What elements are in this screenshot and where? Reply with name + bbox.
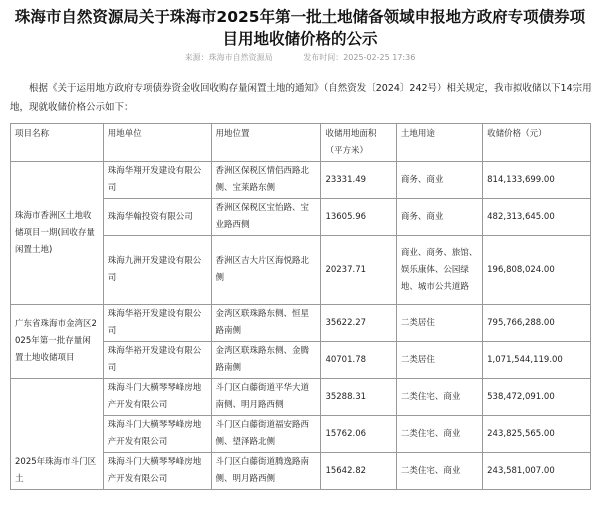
location-cell: 香洲区保税区宝怡路、宝业路西侧 [211,199,321,236]
location-cell: 金湾区联珠路东侧、恒星路南侧 [211,305,321,342]
use-cell: 二类住宅、商业 [396,453,482,490]
use-cell: 二类居住 [396,305,482,342]
header-use: 土地用途 [396,124,482,162]
unit-cell: 珠海斗门大横琴琴峰房地产开发有限公司 [103,379,211,416]
header-area: 收储用地面积（平方米） [321,124,396,162]
intro-paragraph: 根据《关于运用地方政府专项债券资金收回收购存量闲置土地的通知》（自然资发〔2024〕242号）相关规定，我市拟收储以下14宗用地，现就收储价格公示如下： [10,83,592,113]
price-cell: 814,133,699.00 [483,162,591,199]
use-cell: 商业、商务、旅馆、娱乐康体、公园绿地、城市公共道路 [396,236,482,305]
price-cell: 482,313,645.00 [483,199,591,236]
location-cell: 斗门区白藤街道平华大道南侧、明月路西侧 [211,379,321,416]
project-cell: 广东省珠海市金湾区2025年第一批存量闲置土地收储项目 [11,305,104,379]
table-row [11,162,591,199]
publish-date: 发布时间：2025-02-25 17:36 [303,53,416,62]
price-cell: 795,766,288.00 [483,305,591,342]
table-header-row [11,124,591,162]
table-row [11,305,591,342]
location-cell: 斗门区白藤街道腾逸路南侧、明月路西侧 [211,453,321,490]
document-title: 珠海市自然资源局关于珠海市2025年第一批土地储备领域申报地方政府专项债券项目用地收储价格的公示 [14,8,586,48]
area-cell: 20237.71 [321,236,396,305]
area-cell: 35622.27 [321,305,396,342]
source-label: 来源：珠海市自然资源局 [184,53,273,62]
use-cell: 二类居住 [396,342,482,379]
location-cell: 金湾区联珠路东侧、金腾路南侧 [211,342,321,379]
area-cell: 15642.82 [321,453,396,490]
use-cell: 商务、商业 [396,199,482,236]
table-row [11,379,591,416]
area-cell: 23331.49 [321,162,396,199]
price-cell: 196,808,024.00 [483,236,591,305]
unit-cell: 珠海华裕开发建设有限公司 [103,305,211,342]
area-cell: 15762.06 [321,416,396,453]
project-cell: 珠海市香洲区土地收储项目一期(回收存量闲置土地) [11,162,104,305]
project-cell: 2025年珠海市斗门区土 [11,379,104,490]
unit-cell: 珠海华翔开发建设有限公司 [103,162,211,199]
unit-cell: 珠海华裕开发建设有限公司 [103,342,211,379]
use-cell: 二类住宅、商业 [396,379,482,416]
unit-cell: 珠海斗门大横琴琴峰房地产开发有限公司 [103,453,211,490]
header-unit: 用地单位 [103,124,211,162]
area-cell: 13605.96 [321,199,396,236]
area-cell: 35288.31 [321,379,396,416]
area-cell: 40701.78 [321,342,396,379]
price-cell: 243,825,565.00 [483,416,591,453]
unit-cell: 珠海华翰投资有限公司 [103,199,211,236]
location-cell: 香洲区保税区情侣西路北侧、宝莱路东侧 [211,162,321,199]
use-cell: 商务、商业 [396,162,482,199]
price-cell: 538,472,091.00 [483,379,591,416]
price-cell: 243,581,007.00 [483,453,591,490]
document-meta [0,52,600,63]
header-price: 收储价格（元） [483,124,591,162]
price-cell: 1,071,544,119.00 [483,342,591,379]
location-cell: 斗门区白藤街道福安路西侧、望泽路北侧 [211,416,321,453]
use-cell: 二类住宅、商业 [396,416,482,453]
unit-cell: 珠海九洲开发建设有限公司 [103,236,211,305]
land-reserve-table [10,123,591,490]
header-location: 用地位置 [211,124,321,162]
unit-cell: 珠海斗门大横琴琴峰房地产开发有限公司 [103,416,211,453]
header-project: 项目名称 [11,124,104,162]
location-cell: 香洲区吉大片区海悦路北侧 [211,236,321,305]
